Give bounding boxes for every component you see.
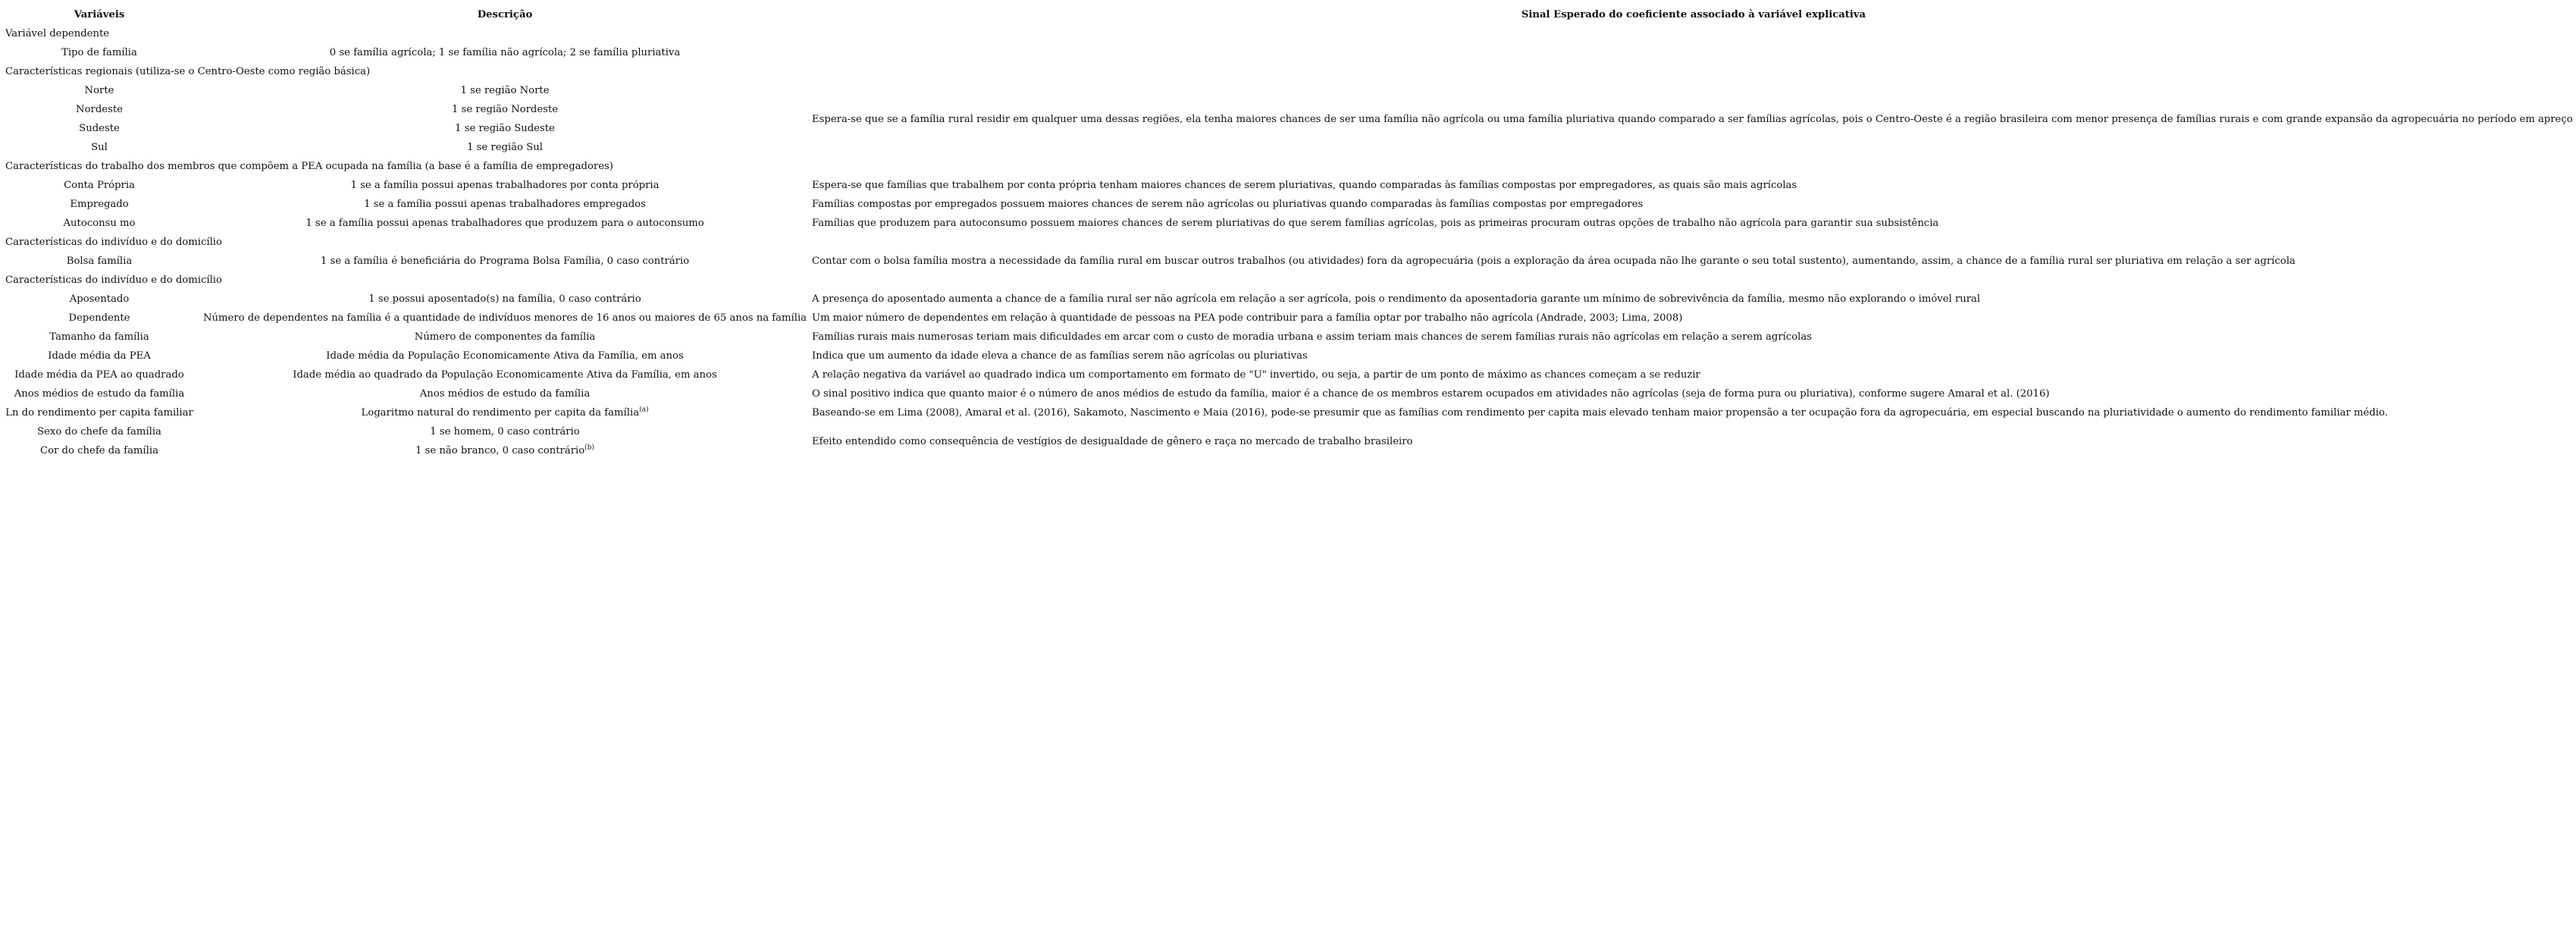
var-cor-chefe: Cor do chefe da família: [40, 445, 158, 456]
var-anos-estudo: Anos médios de estudo da família: [14, 388, 185, 400]
table-row: [0, 403, 2576, 422]
sign-autoconsumo: Famílias que produzem para autoconsumo possuem maiores chances de serem pluriativas do que serem famílias agrícolas, pois as primeiras procuram outras opções de trabalho não agrícola para garantir sua subsistência: [812, 218, 1939, 229]
header-sinal-esperado: Sinal Esperado do coeficiente associado à variável explicativa: [1521, 9, 1866, 20]
table-row: [0, 43, 2576, 62]
var-conta-propria: Conta Própria: [64, 180, 135, 191]
header-row: [0, 5, 2576, 24]
table-row: [0, 252, 2576, 271]
sign-anos-estudo: O sinal positivo indica que quanto maior é o número de anos médios de estudo da família, maior é a chance de os membros estarem ocupados em atividades não agrícolas (seja de forma pura ou pluriativa), conforme sugere Amaral et al. (2016): [812, 388, 2050, 400]
table-row: [0, 328, 2576, 347]
var-idade-media-pea: Idade média da PEA: [48, 350, 151, 362]
desc-sul: 1 se região Sul: [467, 142, 543, 153]
footnote-b-marker: (b): [584, 444, 594, 452]
var-autoconsumo: Autoconsu mo: [63, 218, 136, 229]
sign-ln-rendimento: Baseando-se em Lima (2008), Amaral et al. (2016), Sakamoto, Nascimento e Maia (2016), pode-se presumir que as famílias com rendimento per capita mais elevado tenham maior propensão a ter ocupação fora da agropecuária, em especial buscando na pluriatividade o aumento do rendimento familiar médio.: [812, 407, 2388, 419]
table-row: [0, 365, 2576, 384]
desc-nordeste: 1 se região Nordeste: [451, 104, 558, 115]
sign-genero-raca: Efeito entendido como consequência de vestígios de desigualdade de gênero e raça no mercado de trabalho brasileiro: [812, 435, 1413, 447]
desc-autoconsumo: 1 se a família possui apenas trabalhadores que produzem para o autoconsumo: [306, 218, 704, 229]
var-nordeste: Nordeste: [76, 104, 123, 115]
section-individuo-domicilio-2: Características do indivíduo e do domicílio: [5, 274, 222, 286]
desc-cor-chefe-text: 1 se não branco, 0 caso contrário: [415, 445, 585, 456]
sign-tipo-familia: [811, 43, 2576, 62]
desc-norte: 1 se região Norte: [460, 85, 550, 96]
table-row: [0, 81, 2576, 100]
desc-tamanho-familia: Número de componentes da família: [414, 331, 596, 343]
desc-conta-propria: 1 se a família possui apenas trabalhadores por conta própria: [350, 180, 660, 191]
var-norte: Norte: [84, 85, 114, 96]
sign-dependente: Um maior número de dependentes em relação à quantidade de pessoas na PEA pode contribuir para a família optar por trabalho não agrícola (Andrade, 2003; Lima, 2008): [812, 312, 1683, 324]
desc-dependente: Número de dependentes na família é a quantidade de indivíduos menores de 16 anos ou maiores de 65 anos na família: [202, 312, 807, 324]
section-row: [0, 62, 2576, 81]
sign-idade-media-pea: Indica que um aumento da idade eleva a chance de as famílias serem não agrícolas ou pluriativas: [812, 350, 1308, 362]
var-ln-rendimento: Ln do rendimento per capita familiar: [5, 407, 193, 419]
desc-empregado: 1 se a família possui apenas trabalhadores empregados: [364, 199, 646, 210]
table-row: [0, 309, 2576, 328]
variables-table: [0, 5, 2576, 460]
var-tipo-familia: Tipo de família: [61, 47, 137, 58]
desc-ln-rendimento-text: Logaritmo natural do rendimento per capita da família: [361, 407, 640, 419]
section-individuo-domicilio-1: Características do indivíduo e do domicílio: [5, 237, 222, 248]
var-dependente: Dependente: [68, 312, 130, 324]
desc-sexo-chefe: 1 se homem, 0 caso contrário: [430, 426, 580, 437]
desc-anos-estudo: Anos médios de estudo da família: [419, 388, 591, 400]
desc-aposentado: 1 se possui aposentado(s) na família, 0 caso contrário: [368, 293, 641, 305]
sign-empregado: Famílias compostas por empregados possuem maiores chances de serem não agrícolas ou pluriativas quando comparadas às famílias compostas por empregadores: [812, 199, 1644, 210]
sign-regional: Espera-se que se a família rural residir em qualquer uma dessas regiões, ela tenha maiores chances de ser uma família não agrícola ou uma família pluriativa quando comparado a ser famílias agrícolas, pois o Centro-Oeste é a região brasileira com menor presença de famílias rurais e com grande expansão da agropecuária no período em apreço: [812, 113, 2573, 125]
section-row: [0, 233, 2576, 252]
desc-ln-rendimento: [199, 403, 811, 422]
sign-tamanho-familia: Famílias rurais mais numerosas teriam mais dificuldades em arcar com o custo de moradia urbana e assim teriam mais chances de serem famílias rurais não agrícolas em relação a serem agrícolas: [812, 331, 1813, 343]
var-tamanho-familia: Tamanho da família: [49, 331, 149, 343]
table-row: [0, 214, 2576, 233]
section-caracteristicas-trabalho: Características do trabalho dos membros que compõem a PEA ocupada na família (a base é a família de empregadores): [5, 161, 613, 172]
desc-idade-media-pea-quadrado: Idade média ao quadrado da População Economicamente Ativa da Família, em anos: [293, 369, 717, 381]
table-row: [0, 195, 2576, 214]
header-descricao: Descrição: [477, 9, 533, 20]
desc-cor-chefe: [199, 441, 811, 460]
table-row: [0, 422, 2576, 441]
table-row: [0, 347, 2576, 365]
footnote-a-marker: (a): [639, 406, 649, 414]
section-row: [0, 157, 2576, 176]
header-variaveis: Variáveis: [74, 9, 125, 20]
sign-aposentado: A presença do aposentado aumenta a chance de a família rural ser não agrícola em relação a ser agrícola, pois o rendimento da aposentadoria garante um mínimo de sobrevivência da família, mesmo não explorando o imóvel rural: [812, 293, 1981, 305]
var-sudeste: Sudeste: [79, 123, 120, 134]
var-bolsa-familia: Bolsa família: [66, 256, 133, 267]
sign-conta-propria: Espera-se que famílias que trabalhem por conta própria tenham maiores chances de serem pluriativas, quando comparadas às famílias compostas por empregadores, as quais são mais agrícolas: [812, 180, 1797, 191]
section-row: [0, 24, 2576, 43]
var-aposentado: Aposentado: [69, 293, 130, 305]
desc-sudeste: 1 se região Sudeste: [455, 123, 555, 134]
sign-idade-media-pea-quadrado: A relação negativa da variável ao quadrado indica um comportamento em formato de "U" invertido, ou seja, a partir de um ponto de máximo as chances começam a se reduzir: [812, 369, 1700, 381]
var-sul: Sul: [91, 142, 108, 153]
table-row: [0, 176, 2576, 195]
section-variavel-dependente: Variável dependente: [5, 28, 110, 39]
sign-bolsa-familia: Contar com o bolsa família mostra a necessidade da família rural em buscar outros trabalhos (ou atividades) fora da agropecuária (pois a exploração da área ocupada não lhe garante o seu total sustento), aumentando, assim, a chance de a família rural ser pluriativa em relação a ser agrícola: [812, 256, 2296, 267]
desc-bolsa-familia: 1 se a família é beneficiária do Programa Bolsa Família, 0 caso contrário: [320, 256, 690, 267]
table-row: [0, 290, 2576, 309]
section-caracteristicas-regionais: Características regionais (utiliza-se o Centro-Oeste como região básica): [5, 66, 371, 77]
var-empregado: Empregado: [70, 199, 129, 210]
var-sexo-chefe: Sexo do chefe da família: [37, 426, 161, 437]
desc-idade-media-pea: Idade média da População Economicamente Ativa da Família, em anos: [326, 350, 684, 362]
table-row: [0, 384, 2576, 403]
var-idade-media-pea-quadrado: Idade média da PEA ao quadrado: [14, 369, 184, 381]
desc-tipo-familia: 0 se família agrícola; 1 se família não agrícola; 2 se família pluriativa: [329, 47, 681, 58]
section-row: [0, 271, 2576, 290]
